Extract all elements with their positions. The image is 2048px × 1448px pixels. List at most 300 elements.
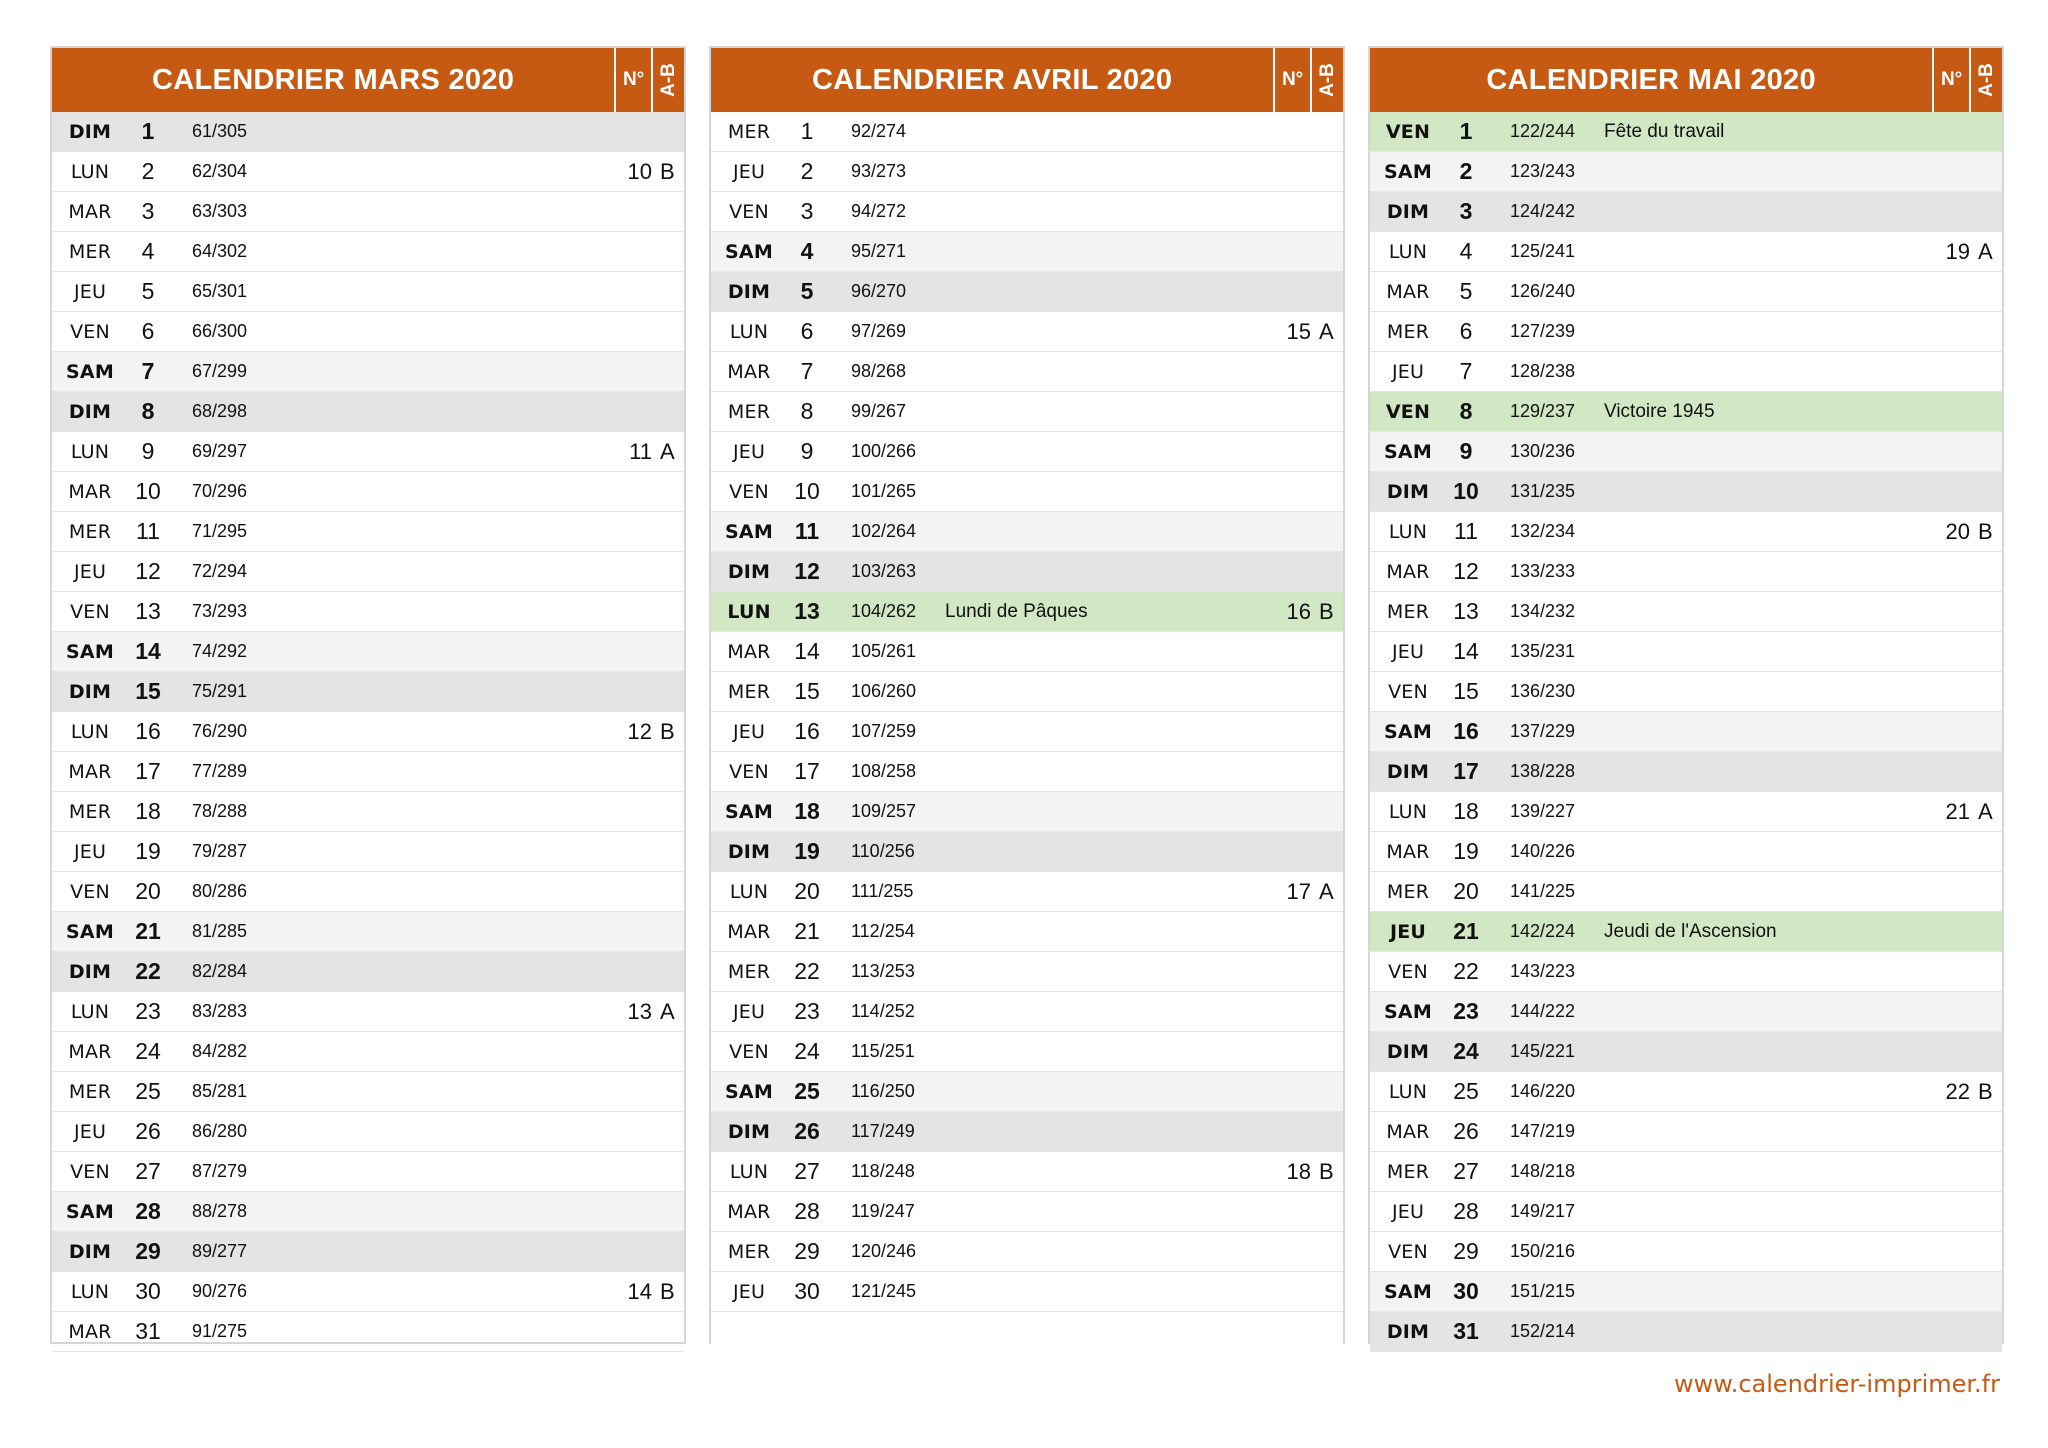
week-number-header: N° xyxy=(1932,48,1969,112)
day-number: 28 xyxy=(1453,1198,1479,1224)
day-row xyxy=(52,592,684,632)
day-of-year: 78/288 xyxy=(192,801,248,821)
day-row xyxy=(52,992,684,1032)
day-row xyxy=(1370,872,2002,912)
day-row xyxy=(52,352,684,392)
day-row xyxy=(52,392,684,432)
day-row xyxy=(711,1072,1343,1112)
day-number: 10 xyxy=(135,478,161,504)
day-of-year: 77/289 xyxy=(192,761,248,781)
day-row xyxy=(52,1192,684,1232)
day-of-year: 85/281 xyxy=(192,1081,248,1101)
day-number: 11 xyxy=(1454,518,1478,544)
empty-row xyxy=(711,1312,1343,1352)
day-number: 13 xyxy=(794,598,820,624)
weekday-label: DIM xyxy=(68,400,112,423)
day-number: 8 xyxy=(141,398,155,424)
day-of-year: 64/302 xyxy=(192,241,248,261)
day-row xyxy=(711,1272,1343,1312)
day-row xyxy=(52,312,684,352)
day-row xyxy=(1370,832,2002,872)
day-number: 8 xyxy=(1459,398,1473,424)
day-number: 19 xyxy=(1453,838,1479,864)
day-of-year: 107/259 xyxy=(851,721,917,741)
day-row xyxy=(711,792,1343,832)
weekday-label: JEU xyxy=(732,720,766,743)
day-of-year: 117/249 xyxy=(851,1121,915,1141)
weekday-label: LUN xyxy=(1388,800,1428,823)
week-number: 10 xyxy=(627,158,652,184)
day-number: 5 xyxy=(1459,278,1473,304)
day-number: 1 xyxy=(1459,118,1473,144)
day-row xyxy=(1370,352,2002,392)
day-of-year: 136/230 xyxy=(1510,681,1576,701)
day-of-year: 139/227 xyxy=(1510,801,1576,821)
weekday-label: VEN xyxy=(70,320,110,343)
weekday-label: SAM xyxy=(66,640,114,663)
day-row xyxy=(52,512,684,552)
weekday-label: JEU xyxy=(73,840,107,863)
weekday-label: SAM xyxy=(725,520,773,543)
day-of-year: 79/287 xyxy=(192,841,248,861)
day-row xyxy=(711,512,1343,552)
day-number: 26 xyxy=(135,1118,161,1144)
weekday-label: VEN xyxy=(1385,120,1431,143)
day-row xyxy=(1370,672,2002,712)
day-row xyxy=(52,472,684,512)
day-of-year: 81/285 xyxy=(192,921,248,941)
day-number: 18 xyxy=(1453,798,1479,824)
day-number: 16 xyxy=(135,718,161,744)
weekday-label: VEN xyxy=(1388,1240,1428,1263)
day-number: 6 xyxy=(1459,318,1473,344)
day-of-year: 109/257 xyxy=(851,801,917,821)
day-of-year: 76/290 xyxy=(192,721,248,741)
day-row xyxy=(52,1312,684,1352)
day-row xyxy=(1370,192,2002,232)
day-of-year: 105/261 xyxy=(851,641,917,661)
month-header xyxy=(711,48,1343,112)
weekday-label: DIM xyxy=(727,840,771,863)
ab-week-header: A-B xyxy=(651,48,684,112)
day-row xyxy=(711,872,1343,912)
weekday-label: DIM xyxy=(1386,760,1430,783)
weekday-label: MER xyxy=(727,960,771,983)
day-row xyxy=(52,1272,684,1312)
weekday-label: VEN xyxy=(729,480,769,503)
weekday-label: SAM xyxy=(725,240,773,263)
day-of-year: 86/280 xyxy=(192,1121,248,1141)
day-row xyxy=(52,112,684,152)
day-row xyxy=(52,1152,684,1192)
day-number: 7 xyxy=(800,358,814,384)
day-row xyxy=(711,112,1343,152)
day-row xyxy=(1370,152,2002,192)
day-number: 7 xyxy=(1459,358,1473,384)
day-of-year: 120/246 xyxy=(851,1241,917,1261)
weekday-label: VEN xyxy=(729,1040,769,1063)
day-of-year: 75/291 xyxy=(192,681,248,701)
day-row xyxy=(1370,232,2002,272)
weekday-label: MAR xyxy=(1386,280,1430,303)
weekday-label: MAR xyxy=(1386,560,1430,583)
weekday-label: VEN xyxy=(70,1160,110,1183)
day-number: 28 xyxy=(135,1198,161,1224)
day-row xyxy=(52,752,684,792)
day-number: 30 xyxy=(1453,1278,1479,1304)
day-row xyxy=(52,1032,684,1072)
day-number: 1 xyxy=(141,118,155,144)
weekday-label: SAM xyxy=(1384,160,1432,183)
ab-week-header: A-B xyxy=(1969,48,2002,112)
day-number: 29 xyxy=(135,1238,161,1264)
day-of-year: 111/255 xyxy=(851,881,914,901)
day-of-year: 114/252 xyxy=(851,1001,915,1021)
day-number: 18 xyxy=(794,798,820,824)
day-number: 15 xyxy=(1453,678,1479,704)
day-of-year: 116/250 xyxy=(851,1081,915,1101)
weekday-label: VEN xyxy=(729,760,769,783)
day-number: 6 xyxy=(141,318,155,344)
day-row xyxy=(711,952,1343,992)
weekday-label: JEU xyxy=(1389,920,1427,943)
weekday-label: LUN xyxy=(1388,520,1428,543)
day-of-year: 84/282 xyxy=(192,1041,248,1061)
day-number: 15 xyxy=(135,678,161,704)
day-row xyxy=(52,192,684,232)
day-number: 21 xyxy=(1453,918,1479,944)
day-number: 31 xyxy=(1453,1318,1479,1344)
day-of-year: 106/260 xyxy=(851,681,917,701)
day-row xyxy=(1370,992,2002,1032)
day-row xyxy=(52,1112,684,1152)
ab-week: B xyxy=(1978,1078,1993,1104)
day-of-year: 99/267 xyxy=(851,401,907,421)
day-number: 29 xyxy=(1453,1238,1479,1264)
weekday-label: LUN xyxy=(70,160,110,183)
day-row xyxy=(1370,792,2002,832)
day-of-year: 65/301 xyxy=(192,281,248,301)
day-number: 8 xyxy=(800,398,814,424)
ab-week: B xyxy=(1978,518,1993,544)
day-number: 5 xyxy=(141,278,155,304)
weekday-label: JEU xyxy=(73,560,107,583)
weekday-label: JEU xyxy=(1391,640,1425,663)
day-number: 3 xyxy=(141,198,155,224)
day-number: 21 xyxy=(794,918,820,944)
weekday-label: SAM xyxy=(1384,720,1432,743)
ab-week: A xyxy=(660,438,675,464)
day-of-year: 89/277 xyxy=(192,1241,248,1261)
day-row xyxy=(52,1232,684,1272)
weekday-label: DIM xyxy=(68,120,112,143)
day-of-year: 69/297 xyxy=(192,441,248,461)
day-row xyxy=(1370,952,2002,992)
day-of-year: 147/219 xyxy=(1510,1121,1576,1141)
day-row xyxy=(52,552,684,592)
day-of-year: 104/262 xyxy=(851,601,917,621)
day-number: 14 xyxy=(794,638,820,664)
day-rows xyxy=(711,112,1343,1352)
day-number: 4 xyxy=(800,238,814,264)
month-table-avril xyxy=(709,46,1345,1344)
day-number: 23 xyxy=(135,998,161,1024)
day-number: 24 xyxy=(1453,1038,1479,1064)
day-row xyxy=(52,832,684,872)
month-header xyxy=(1370,48,2002,112)
day-of-year: 80/286 xyxy=(192,881,248,901)
day-number: 27 xyxy=(1453,1158,1479,1184)
day-row xyxy=(1370,752,2002,792)
day-number: 20 xyxy=(794,878,820,904)
day-row xyxy=(52,272,684,312)
weekday-label: VEN xyxy=(70,600,110,623)
weekday-label: MER xyxy=(727,680,771,703)
weekday-label: VEN xyxy=(70,880,110,903)
day-row xyxy=(1370,1112,2002,1152)
day-row xyxy=(711,232,1343,272)
day-number: 25 xyxy=(1453,1078,1479,1104)
day-number: 9 xyxy=(1459,438,1473,464)
day-of-year: 95/271 xyxy=(851,241,907,261)
day-of-year: 94/272 xyxy=(851,201,907,221)
day-of-year: 93/273 xyxy=(851,161,907,181)
day-of-year: 71/295 xyxy=(192,521,248,541)
week-number: 14 xyxy=(627,1278,652,1304)
weekday-label: DIM xyxy=(727,1120,771,1143)
day-of-year: 129/237 xyxy=(1510,401,1576,421)
day-number: 7 xyxy=(141,358,155,384)
day-row xyxy=(1370,112,2002,152)
weekday-label: MER xyxy=(1386,880,1430,903)
day-number: 31 xyxy=(135,1318,161,1344)
day-row xyxy=(52,792,684,832)
week-number: 13 xyxy=(627,998,652,1024)
day-number: 15 xyxy=(794,678,820,704)
day-row xyxy=(1370,1152,2002,1192)
day-row xyxy=(1370,1032,2002,1072)
month-table-mars xyxy=(50,46,686,1344)
day-of-year: 68/298 xyxy=(192,401,248,421)
day-of-year: 119/247 xyxy=(851,1201,915,1221)
day-row xyxy=(711,1112,1343,1152)
weekday-label: VEN xyxy=(729,200,769,223)
day-row xyxy=(711,272,1343,312)
day-of-year: 150/216 xyxy=(1510,1241,1576,1261)
ab-week: B xyxy=(660,1278,675,1304)
month-title: CALENDRIER MARS 2020 xyxy=(152,63,515,96)
day-number: 1 xyxy=(800,118,814,144)
day-number: 14 xyxy=(1453,638,1479,664)
weekday-label: LUN xyxy=(729,320,769,343)
day-row xyxy=(711,832,1343,872)
weekday-label: DIM xyxy=(727,280,771,303)
holiday-label: Fête du travail xyxy=(1604,120,1725,142)
day-row xyxy=(1370,1272,2002,1312)
day-number: 25 xyxy=(794,1078,820,1104)
weekday-label: VEN xyxy=(1388,960,1428,983)
day-number: 6 xyxy=(800,318,814,344)
day-of-year: 102/264 xyxy=(851,521,917,541)
weekday-label: LUN xyxy=(70,720,110,743)
day-of-year: 97/269 xyxy=(851,321,907,341)
day-row xyxy=(711,1232,1343,1272)
month-title: CALENDRIER MAI 2020 xyxy=(1486,63,1816,96)
weekday-label: MAR xyxy=(68,200,112,223)
weekday-label: MER xyxy=(68,1080,112,1103)
month-table-mai xyxy=(1368,46,2004,1344)
day-rows xyxy=(52,112,684,1352)
holiday-label: Victoire 1945 xyxy=(1604,400,1715,422)
day-of-year: 118/248 xyxy=(851,1161,915,1181)
day-of-year: 83/283 xyxy=(192,1001,248,1021)
day-of-year: 140/226 xyxy=(1510,841,1576,861)
day-of-year: 88/278 xyxy=(192,1201,248,1221)
day-of-year: 63/303 xyxy=(192,201,248,221)
day-of-year: 143/223 xyxy=(1510,961,1576,981)
day-number: 21 xyxy=(135,918,161,944)
day-of-year: 151/215 xyxy=(1510,1281,1576,1301)
day-of-year: 91/275 xyxy=(192,1321,248,1341)
day-number: 22 xyxy=(135,958,161,984)
day-number: 3 xyxy=(800,198,814,224)
day-number: 20 xyxy=(1453,878,1479,904)
weekday-label: LUN xyxy=(729,1160,769,1183)
day-number: 5 xyxy=(800,278,814,304)
day-row xyxy=(52,632,684,672)
weekday-label: MER xyxy=(1386,1160,1430,1183)
day-number: 24 xyxy=(135,1038,161,1064)
ab-week: A xyxy=(1319,878,1334,904)
day-of-year: 90/276 xyxy=(192,1281,248,1301)
day-number: 4 xyxy=(1459,238,1473,264)
day-of-year: 96/270 xyxy=(851,281,907,301)
weekday-label: LUN xyxy=(1388,1080,1428,1103)
weekday-label: SAM xyxy=(725,1080,773,1103)
day-row xyxy=(52,432,684,472)
day-of-year: 110/256 xyxy=(851,841,915,861)
ab-week: B xyxy=(660,158,675,184)
day-rows xyxy=(1370,112,2002,1352)
weekday-label: JEU xyxy=(1391,360,1425,383)
day-number: 25 xyxy=(135,1078,161,1104)
weekday-label: LUN xyxy=(70,1280,110,1303)
day-row xyxy=(52,712,684,752)
day-of-year: 103/263 xyxy=(851,561,917,581)
day-of-year: 100/266 xyxy=(851,441,917,461)
weekday-label: MAR xyxy=(68,480,112,503)
day-number: 19 xyxy=(794,838,820,864)
day-of-year: 142/224 xyxy=(1510,921,1576,941)
holiday-label: Jeudi de l'Ascension xyxy=(1604,920,1777,942)
day-of-year: 82/284 xyxy=(192,961,248,981)
day-number: 18 xyxy=(135,798,161,824)
weekday-label: DIM xyxy=(727,560,771,583)
day-row xyxy=(711,192,1343,232)
day-number: 16 xyxy=(794,718,820,744)
week-number: 20 xyxy=(1945,518,1970,544)
day-number: 28 xyxy=(794,1198,820,1224)
ab-week: A xyxy=(660,998,675,1024)
week-number: 16 xyxy=(1286,598,1311,624)
day-number: 19 xyxy=(135,838,161,864)
week-number: 22 xyxy=(1945,1078,1970,1104)
weekday-label: JEU xyxy=(73,280,107,303)
day-of-year: 73/293 xyxy=(192,601,248,621)
day-row xyxy=(711,1152,1343,1192)
day-row xyxy=(711,152,1343,192)
day-of-year: 152/214 xyxy=(1510,1321,1576,1341)
website-link[interactable]: www.calendrier-imprimer.fr xyxy=(1674,1370,2000,1398)
day-of-year: 113/253 xyxy=(851,961,915,981)
month-title: CALENDRIER AVRIL 2020 xyxy=(811,63,1173,96)
day-of-year: 67/299 xyxy=(192,361,248,381)
day-row xyxy=(1370,1072,2002,1112)
day-number: 16 xyxy=(1453,718,1479,744)
weekday-label: SAM xyxy=(725,800,773,823)
day-number: 12 xyxy=(794,558,820,584)
weekday-label: LUN xyxy=(70,440,110,463)
day-number: 30 xyxy=(794,1278,820,1304)
day-row xyxy=(711,392,1343,432)
day-row xyxy=(711,552,1343,592)
day-of-year: 70/296 xyxy=(192,481,248,501)
weekday-label: MER xyxy=(727,400,771,423)
day-of-year: 101/265 xyxy=(851,481,917,501)
day-number: 13 xyxy=(135,598,161,624)
day-number: 4 xyxy=(141,238,155,264)
weekday-label: SAM xyxy=(66,360,114,383)
day-of-year: 126/240 xyxy=(1510,281,1576,301)
weekday-label: MAR xyxy=(68,760,112,783)
day-of-year: 72/294 xyxy=(192,561,248,581)
day-number: 27 xyxy=(135,1158,161,1184)
day-number: 11 xyxy=(794,518,820,544)
day-of-year: 61/305 xyxy=(192,121,248,141)
weekday-label: MER xyxy=(727,1240,771,1263)
day-row xyxy=(1370,312,2002,352)
day-row xyxy=(1370,1312,2002,1352)
weekday-label: MAR xyxy=(68,1320,112,1343)
day-of-year: 98/268 xyxy=(851,361,907,381)
day-of-year: 145/221 xyxy=(1510,1041,1576,1061)
week-number: 18 xyxy=(1286,1158,1311,1184)
holiday-label: Lundi de Pâques xyxy=(945,600,1088,622)
day-number: 12 xyxy=(1453,558,1479,584)
day-number: 10 xyxy=(1453,478,1479,504)
day-of-year: 137/229 xyxy=(1510,721,1576,741)
day-row xyxy=(52,872,684,912)
day-number: 26 xyxy=(794,1118,820,1144)
day-number: 2 xyxy=(800,158,814,184)
day-of-year: 115/251 xyxy=(851,1041,915,1061)
weekday-label: DIM xyxy=(1386,480,1430,503)
ab-week-header: A-B xyxy=(1310,48,1343,112)
day-number: 2 xyxy=(1459,158,1473,184)
week-number-header: N° xyxy=(614,48,651,112)
day-row xyxy=(711,352,1343,392)
day-row xyxy=(711,472,1343,512)
day-number: 17 xyxy=(135,758,161,784)
day-row xyxy=(52,672,684,712)
ab-week: A xyxy=(1978,238,1993,264)
weekday-label: JEU xyxy=(732,1280,766,1303)
ab-week: B xyxy=(1319,598,1334,624)
weekday-label: MAR xyxy=(1386,1120,1430,1143)
ab-week: B xyxy=(660,718,675,744)
weekday-label: JEU xyxy=(732,1000,766,1023)
day-of-year: 128/238 xyxy=(1510,361,1576,381)
